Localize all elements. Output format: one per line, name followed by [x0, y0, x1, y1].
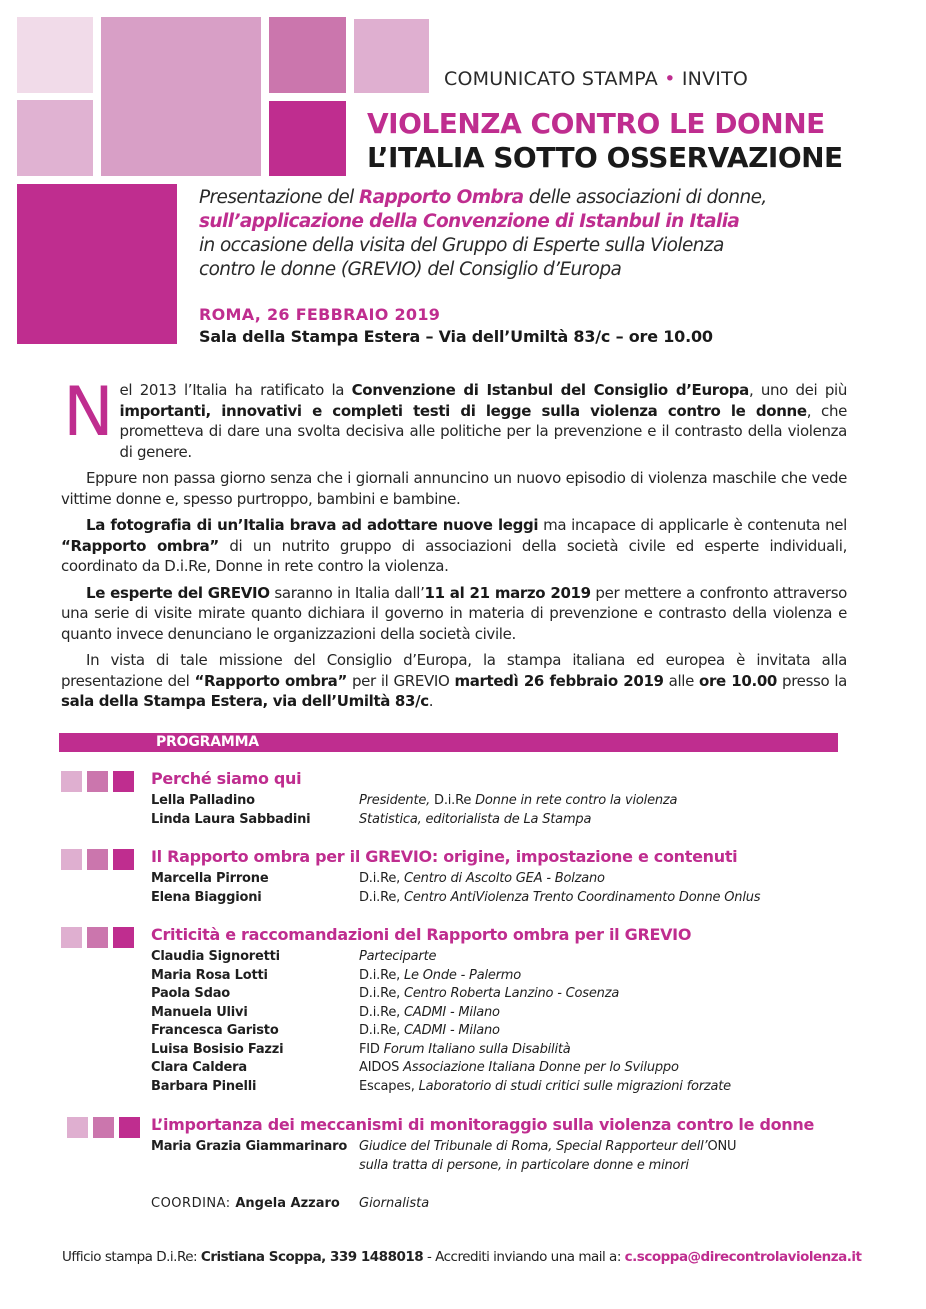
speaker-name: Maria Grazia Giammarinaro: [151, 1139, 348, 1154]
subtitle-highlight: Rapporto Ombra: [358, 187, 524, 208]
text: per il GREVIO: [346, 671, 455, 690]
speaker-name: Clara Caldera: [151, 1060, 247, 1075]
speaker-role: [359, 968, 521, 983]
press-office-footer: [62, 1249, 861, 1265]
text: per mettere a confronto attraverso una serie di visite mirate quanto dichiara il governo in materia di prevenzione e contrasto della violenza e quanto invece denunciano le organizzazioni della società civile.: [61, 583, 848, 643]
role-org: D.i.Re,: [359, 1004, 404, 1020]
speaker-role: [359, 949, 436, 964]
footer-text: Ufficio stampa D.i.Re:: [62, 1249, 201, 1265]
role-text: Giudice del Tribunale di Roma, Special Rapporteur dell’: [359, 1139, 708, 1154]
role-text: Parteciparte: [359, 949, 437, 964]
speaker-role: [359, 1042, 571, 1057]
role-text: CADMI - Milano: [404, 1004, 500, 1020]
speaker-name: Luisa Bosisio Fazzi: [151, 1041, 284, 1057]
moderator-label: COORDINA:: [151, 1196, 236, 1211]
subtitle-text: in occasione della visita del Gruppo di Esperte sulla Violenza: [199, 235, 724, 256]
role-org: D.i.Re,: [359, 889, 404, 905]
role-org: D.i.Re,: [359, 986, 404, 1001]
speaker-role: [359, 1023, 500, 1038]
text-bold: Le esperte del GREVIO: [86, 583, 270, 602]
section-title: Perché siamo qui: [151, 769, 302, 788]
text: alle: [663, 671, 700, 690]
paragraph: [61, 515, 847, 577]
speaker-name: Barbara Pinelli: [151, 1078, 257, 1094]
speaker-role: [359, 1005, 500, 1020]
role-org: Escapes,: [359, 1078, 419, 1094]
decor-square: [101, 17, 261, 176]
programma-header-bar: [59, 733, 838, 752]
role-org: D.i.Re,: [359, 967, 404, 983]
role-text: Laboratorio di studi critici sulle migrazioni forzate: [418, 1078, 731, 1094]
page-title: VIOLENZA CONTRO LE DONNE: [367, 107, 825, 140]
speaker-role: [359, 1079, 731, 1094]
speaker-role: [359, 1158, 689, 1173]
role-org: FID: [359, 1041, 384, 1057]
paragraph: [61, 373, 847, 462]
decor-square: [269, 17, 346, 93]
role-text: Associazione Italiana Donne per lo Sviluppo: [403, 1060, 679, 1075]
speaker-role: [359, 1139, 736, 1154]
text: el 2013 l’Italia ha ratificato la: [119, 381, 352, 399]
text: , uno dei più: [748, 381, 847, 399]
press-contact: Cristiana Scoppa, 339 1488018: [200, 1249, 424, 1265]
speaker-name: Maria Rosa Lotti: [151, 967, 268, 983]
role-org: D.i.Re,: [359, 1023, 404, 1038]
subtitle-highlight: sull’applicazione della Convenzione di Istanbul in Italia: [199, 211, 740, 232]
paragraph: [61, 650, 847, 712]
text-bold: 11 al 21 marzo 2019: [424, 583, 591, 602]
event-venue: Sala della Stampa Estera – Via dell’Umiltà 83/c – ore 10.00: [199, 327, 713, 346]
section-title: L’importanza dei meccanismi di monitoraggio sulla violenza contro le donne: [151, 1115, 815, 1134]
role-text: Donne in rete contro la violenza: [475, 793, 678, 808]
speaker-role: [359, 871, 605, 886]
decor-square: [17, 184, 177, 344]
drop-cap: N: [63, 373, 114, 452]
role-text: Forum Italiano sulla Disabilità: [383, 1041, 571, 1057]
text: saranno in Italia dall’: [269, 583, 425, 602]
role-text: Centro AntiViolenza Trento Coordinamento Donne Onlus: [404, 889, 761, 905]
role-text: sulla tratta di persone, in particolare donne e minori: [359, 1157, 689, 1173]
subtitle-text: delle associazioni di donne,: [523, 187, 767, 208]
speaker-name: Linda Laura Sabbadini: [151, 811, 311, 827]
role-text: Centro Roberta Lanzino - Cosenza: [404, 986, 620, 1001]
text-bold: La fotografia di un’Italia brava ad adottare nuove leggi: [86, 516, 539, 534]
speaker-name: Claudia Signoretti: [151, 949, 280, 964]
text: In vista di tale missione del Consiglio d’Europa, la stampa italiana ed europea è invitata alla presentazione del: [61, 651, 847, 690]
speaker-role: [359, 793, 677, 808]
email-link[interactable]: c.scoppa@direcontrolaviolenza.it: [624, 1249, 862, 1265]
paragraph: [61, 583, 847, 645]
text-bold: “Rapporto ombra”: [61, 536, 219, 555]
subtitle-text: Presentazione del: [199, 187, 359, 208]
speaker-name: Marcella Pirrone: [151, 871, 269, 886]
kicker-press-release: COMUNICATO STAMPA: [444, 68, 658, 90]
moderator-name: Angela Azzaro: [235, 1196, 340, 1211]
speaker-role: [359, 986, 619, 1001]
speaker-name: Lella Palladino: [151, 793, 255, 808]
role-text: Centro di Ascolto GEA - Bolzano: [404, 871, 605, 886]
role-org: ONU: [707, 1139, 737, 1154]
text-bold: “Rapporto ombra”: [194, 671, 347, 690]
footer-text: - Accrediti inviando una mail a:: [423, 1249, 625, 1265]
paragraph: Eppure non passa giorno senza che i giornali annuncino un nuovo episodio di violenza maschile che vede vittime donne e, spesso purtroppo, bambini e bambine.: [61, 469, 847, 508]
text-bold: ore 10.00: [699, 671, 778, 690]
text: .: [428, 692, 434, 710]
page-subtitle-title: L’ITALIA SOTTO OSSERVAZIONE: [367, 141, 843, 174]
speaker-name: Elena Biaggioni: [151, 889, 262, 905]
kicker-invite: INVITO: [681, 68, 749, 90]
text: di un nutrito gruppo di associazioni della società civile ed esperte individuali, coordinato da D.i.Re, Donne in rete contro la violenza.: [61, 536, 847, 575]
kicker: [444, 68, 748, 90]
text-bold: sala della Stampa Estera, via dell’Umiltà 83/c: [61, 692, 429, 710]
text: presso la: [777, 671, 847, 690]
text: ma incapace di applicarle è contenuta nel: [538, 516, 847, 534]
event-description: [199, 186, 767, 282]
speaker-role: [359, 890, 760, 905]
event-date: ROMA, 26 FEBBRAIO 2019: [199, 305, 441, 324]
section-marker-icon: [67, 1117, 147, 1138]
role-org: D.i.Re: [430, 793, 476, 808]
section-marker-icon: [61, 927, 141, 948]
section-title: Criticità e raccomandazioni del Rapporto ombra per il GREVIO: [151, 925, 692, 944]
decor-square: [269, 101, 346, 176]
role-text: Le Onde - Palermo: [404, 967, 522, 983]
speaker-name: Francesca Garisto: [151, 1023, 279, 1038]
speaker-role: [359, 1060, 679, 1075]
moderator-role: Giornalista: [359, 1196, 430, 1211]
body-text: [61, 373, 848, 718]
bullet-separator: •: [664, 68, 676, 90]
moderator-row: [151, 1196, 430, 1211]
section-marker-icon: [61, 849, 141, 870]
speaker-role: [359, 812, 591, 827]
role-text: Statistica, editorialista de La Stampa: [359, 811, 592, 827]
speaker-name: Manuela Ulivi: [151, 1004, 248, 1020]
role-org: D.i.Re,: [359, 871, 404, 886]
text: , che prometteva di dare una svolta decisiva alle politiche per la prevenzione e il contrasto della violenza di genere.: [119, 401, 847, 461]
subtitle-text: contro le donne (GREVIO) del Consiglio d’Europa: [199, 259, 622, 280]
role-text: CADMI - Milano: [404, 1023, 500, 1038]
decor-square: [17, 17, 93, 93]
speaker-name: Paola Sdao: [151, 986, 231, 1001]
decor-square: [17, 100, 93, 176]
section-title: Il Rapporto ombra per il GREVIO: origine, impostazione e contenuti: [151, 847, 738, 866]
role-text: Presidente,: [359, 793, 431, 808]
text-bold: Convenzione di Istanbul del Consiglio d’Europa: [351, 381, 749, 399]
role-org: AIDOS: [359, 1060, 404, 1075]
section-marker-icon: [61, 771, 141, 792]
decor-square: [354, 19, 429, 93]
text-bold: importanti, innovativi e completi testi di legge sulla violenza contro le donne: [119, 401, 807, 420]
text-bold: martedì 26 febbraio 2019: [454, 671, 664, 690]
programma-label: PROGRAMMA: [156, 734, 259, 750]
